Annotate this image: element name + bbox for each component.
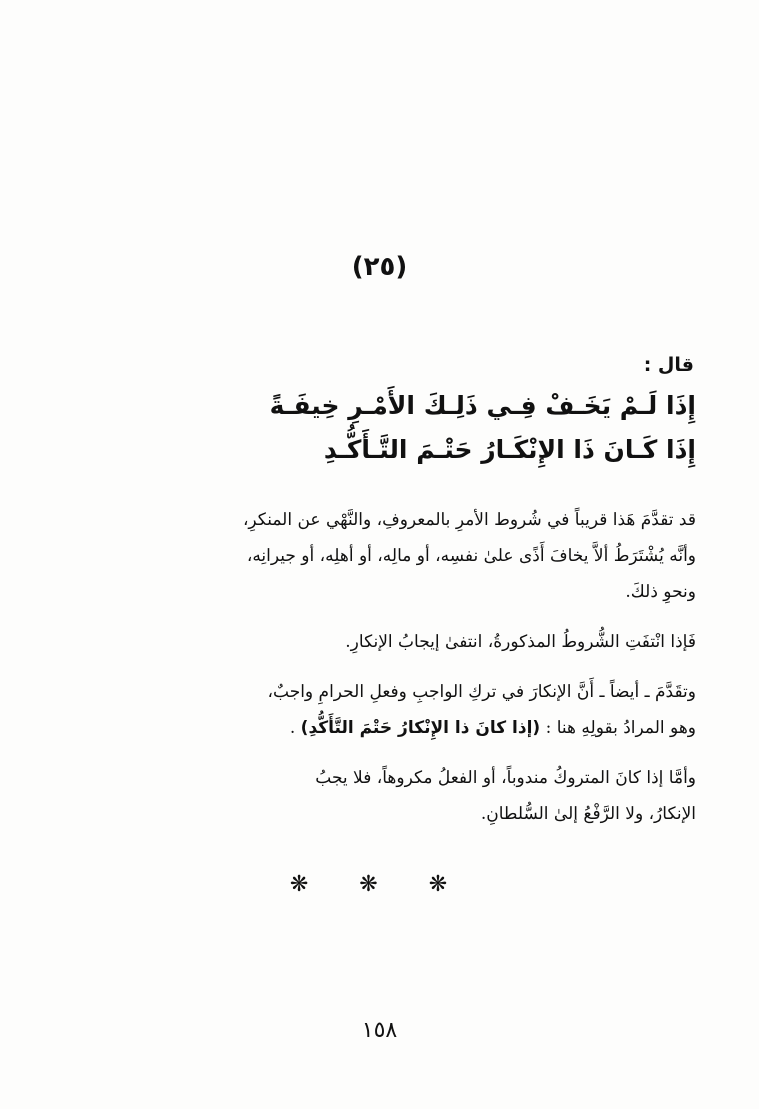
paragraph-line: قد تقدَّمَ هَذا قريباً في شُروط الأمرِ بالمعروفِ، والنَّهْي عن المنكرِ، — [242, 510, 696, 530]
paragraph-4 — [66, 760, 696, 832]
paragraph-text: . — [289, 718, 296, 738]
paragraph-line: فَإذا انْتفَتِ الشُّروطُ المذكورةُ، انتفىٰ إيجابُ الإنكارِ. — [345, 632, 696, 652]
paragraph-3 — [66, 674, 696, 746]
verse — [66, 384, 696, 472]
paragraph-line: وتقَدَّمَ ـ أيضاً ـ أَنَّ الإنكارَ في تركِ الواجبِ وفعلِ الحرامِ واجبٌ، — [267, 682, 696, 702]
chapter-number: (٢٥) — [351, 252, 408, 282]
verse-line-1: إِذَا لَـمْ يَخَـفْ فِـي ذَلِـكَ الأَمْـرِ خِيفَـةً — [269, 391, 696, 420]
paragraph-line: وأمَّا إذا كانَ المتروكُ مندوباً، أو الفعلُ مكروهاً، فلا يجبُ — [315, 768, 696, 788]
paragraph-text: وهو المرادُ بقولِهِ هنا : — [545, 718, 696, 738]
section-separator: ❋ ❋ ❋ — [289, 872, 470, 897]
paragraph-line: ونحوِ ذلكَ. — [625, 582, 696, 602]
page-content — [66, 350, 696, 832]
paragraph-line: الإنكارُ، ولا الرَّفْعُ إلىٰ السُّلطانِ. — [480, 804, 696, 824]
page-number: ١٥٨ — [361, 1018, 398, 1043]
paragraph-2 — [66, 624, 696, 660]
verse-line-2: إِذَا كَـانَ ذَا الإِنْكَـارُ حَتْـمَ التَّـأَكُّـدِ — [323, 435, 696, 464]
qala-label: قال : — [643, 354, 694, 376]
paragraph-1 — [66, 502, 696, 610]
paragraph-line: وأنَّه يُشْتَرَطُ ألاَّ يخافَ أَذًى علىٰ نفسِه، أو مالِه، أو أهلِه، أو جيرانِه، — [246, 546, 696, 566]
verse-quote: (إذا كانَ ذا الإِنْكارُ حَتْمَ التَّأَكُّدِ) — [300, 718, 541, 738]
paragraph-line — [66, 710, 696, 746]
